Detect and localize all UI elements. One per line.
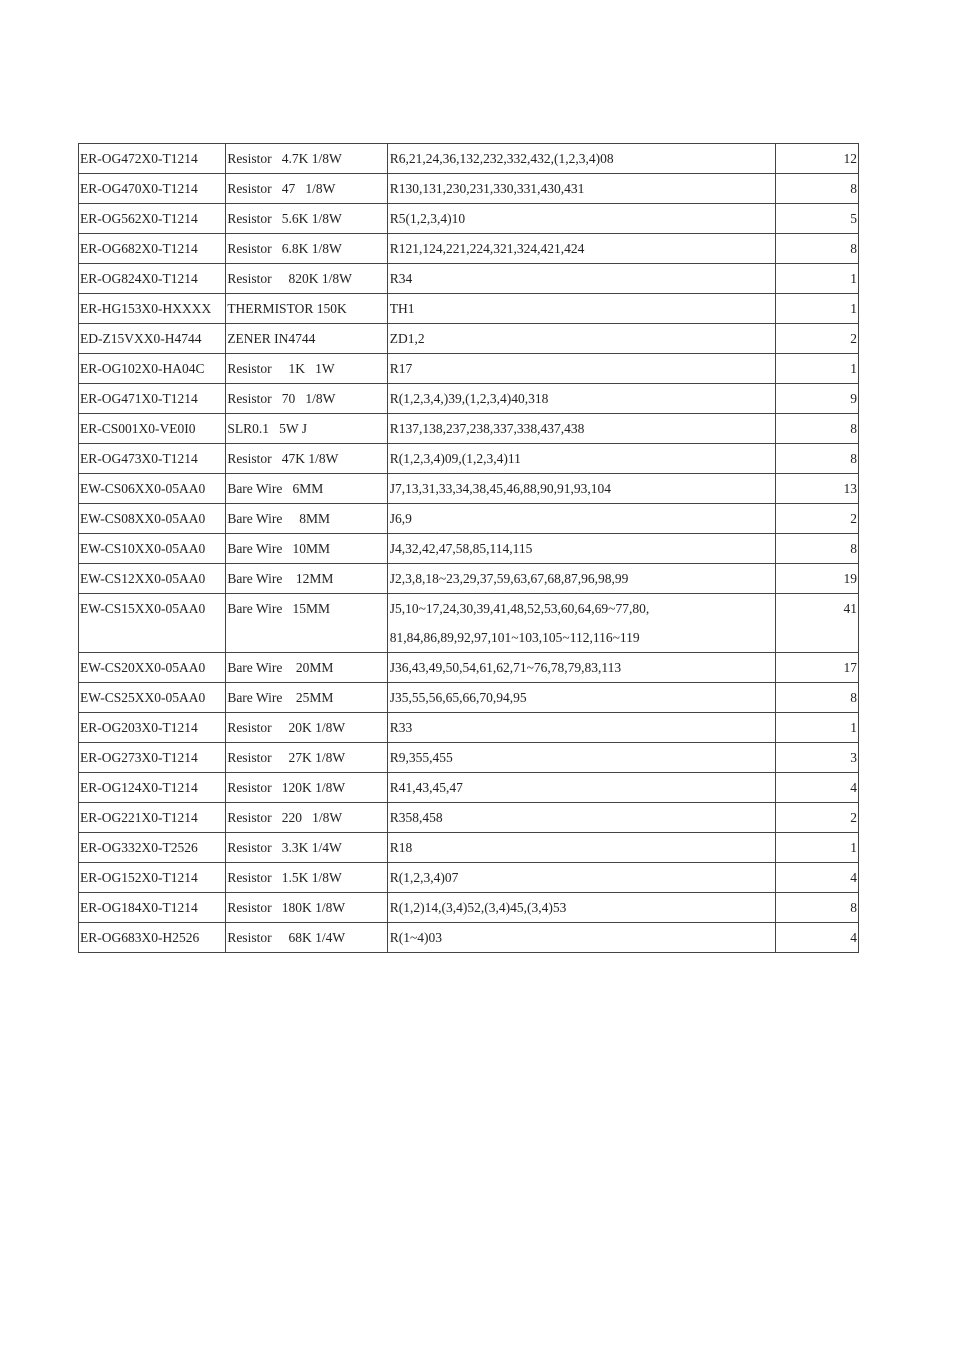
quantity-cell: 1	[776, 713, 859, 743]
quantity-cell: 8	[776, 893, 859, 923]
quantity-cell: 2	[776, 803, 859, 833]
description-cell: THERMISTOR 150K	[226, 294, 387, 324]
part-number-cell: ER-OG273X0-T1214	[79, 743, 226, 773]
quantity-cell: 13	[776, 474, 859, 504]
reference-cell: R17	[387, 354, 775, 384]
table-row	[79, 414, 859, 444]
part-number-cell: ER-OG472X0-T1214	[79, 144, 226, 174]
quantity-cell: 8	[776, 234, 859, 264]
table-row	[79, 743, 859, 773]
part-number-cell: EW-CS06XX0-05AA0	[79, 474, 226, 504]
table-row	[79, 773, 859, 803]
description-cell: Resistor 3.3K 1/4W	[226, 833, 387, 863]
bom-table	[78, 143, 859, 953]
description-cell: Resistor 1K 1W	[226, 354, 387, 384]
table-row	[79, 234, 859, 264]
part-number-cell: EW-CS12XX0-05AA0	[79, 564, 226, 594]
description-cell: Bare Wire 20MM	[226, 653, 387, 683]
table-row	[79, 264, 859, 294]
part-number-cell: ER-OG221X0-T1214	[79, 803, 226, 833]
part-number-cell: ER-OG203X0-T1214	[79, 713, 226, 743]
description-cell: Bare Wire 25MM	[226, 683, 387, 713]
table-row	[79, 384, 859, 414]
reference-cell: R(1,2)14,(3,4)52,(3,4)45,(3,4)53	[387, 893, 775, 923]
quantity-cell: 5	[776, 204, 859, 234]
table-row	[79, 144, 859, 174]
description-cell: Resistor 220 1/8W	[226, 803, 387, 833]
table-row	[79, 863, 859, 893]
reference-cell: R358,458	[387, 803, 775, 833]
part-number-cell: ER-OG124X0-T1214	[79, 773, 226, 803]
description-cell: SLR0.1 5W J	[226, 414, 387, 444]
description-cell: Resistor 6.8K 1/8W	[226, 234, 387, 264]
table-row	[79, 294, 859, 324]
reference-cell: R18	[387, 833, 775, 863]
part-number-cell: ER-OG683X0-H2526	[79, 923, 226, 953]
reference-cell: J5,10~17,24,30,39,41,48,52,53,60,64,69~77,80,	[387, 594, 775, 624]
description-cell: Resistor 180K 1/8W	[226, 893, 387, 923]
table-row	[79, 683, 859, 713]
part-number-cell: ER-OG471X0-T1214	[79, 384, 226, 414]
part-number-cell: EW-CS20XX0-05AA0	[79, 653, 226, 683]
quantity-cell: 2	[776, 324, 859, 354]
quantity-cell: 4	[776, 923, 859, 953]
quantity-cell: 8	[776, 444, 859, 474]
table-row	[79, 923, 859, 953]
quantity-cell: 9	[776, 384, 859, 414]
reference-cell: R(1~4)03	[387, 923, 775, 953]
part-number-cell: ER-CS001X0-VE0I0	[79, 414, 226, 444]
reference-cell: R137,138,237,238,337,338,437,438	[387, 414, 775, 444]
description-cell: Resistor 1.5K 1/8W	[226, 863, 387, 893]
reference-cell: J36,43,49,50,54,61,62,71~76,78,79,83,113	[387, 653, 775, 683]
reference-cell: R34	[387, 264, 775, 294]
quantity-cell: 8	[776, 174, 859, 204]
description-cell: ZENER IN4744	[226, 324, 387, 354]
description-cell: Resistor 4.7K 1/8W	[226, 144, 387, 174]
part-number-cell: EW-CS15XX0-05AA0	[79, 594, 226, 624]
empty-cell	[776, 623, 859, 653]
part-number-cell: ER-HG153X0-HXXXX	[79, 294, 226, 324]
table-row	[79, 833, 859, 863]
description-cell: Resistor 20K 1/8W	[226, 713, 387, 743]
reference-cell: R(1,2,3,4)07	[387, 863, 775, 893]
reference-cell: R121,124,221,224,321,324,421,424	[387, 234, 775, 264]
reference-cell: J2,3,8,18~23,29,37,59,63,67,68,87,96,98,99	[387, 564, 775, 594]
part-number-cell: EW-CS08XX0-05AA0	[79, 504, 226, 534]
reference-cell: J7,13,31,33,34,38,45,46,88,90,91,93,104	[387, 474, 775, 504]
part-number-cell: ER-OG102X0-HA04C	[79, 354, 226, 384]
part-number-cell: ER-OG470X0-T1214	[79, 174, 226, 204]
table-row	[79, 444, 859, 474]
quantity-cell: 4	[776, 863, 859, 893]
reference-cell-continued: 81,84,86,89,92,97,101~103,105~112,116~119	[387, 623, 775, 653]
part-number-cell: ER-OG824X0-T1214	[79, 264, 226, 294]
description-cell: Resistor 70 1/8W	[226, 384, 387, 414]
table-row	[79, 653, 859, 683]
table-row	[79, 534, 859, 564]
reference-cell: TH1	[387, 294, 775, 324]
table-row-continuation	[79, 623, 859, 653]
table-row	[79, 893, 859, 923]
description-cell: Resistor 5.6K 1/8W	[226, 204, 387, 234]
description-cell: Bare Wire 15MM	[226, 594, 387, 624]
quantity-cell: 1	[776, 833, 859, 863]
table-row	[79, 354, 859, 384]
quantity-cell: 8	[776, 534, 859, 564]
reference-cell: R6,21,24,36,132,232,332,432,(1,2,3,4)08	[387, 144, 775, 174]
reference-cell: J6,9	[387, 504, 775, 534]
quantity-cell: 1	[776, 354, 859, 384]
description-cell: Resistor 27K 1/8W	[226, 743, 387, 773]
description-cell: Bare Wire 8MM	[226, 504, 387, 534]
quantity-cell: 19	[776, 564, 859, 594]
part-number-cell: EW-CS10XX0-05AA0	[79, 534, 226, 564]
part-number-cell: ER-OG562X0-T1214	[79, 204, 226, 234]
quantity-cell: 4	[776, 773, 859, 803]
part-number-cell: EW-CS25XX0-05AA0	[79, 683, 226, 713]
reference-cell: R5(1,2,3,4)10	[387, 204, 775, 234]
part-number-cell: ER-OG152X0-T1214	[79, 863, 226, 893]
part-number-cell: ER-OG473X0-T1214	[79, 444, 226, 474]
quantity-cell: 1	[776, 264, 859, 294]
description-cell: Bare Wire 6MM	[226, 474, 387, 504]
description-cell: Resistor 820K 1/8W	[226, 264, 387, 294]
part-number-cell: ER-OG682X0-T1214	[79, 234, 226, 264]
quantity-cell: 8	[776, 683, 859, 713]
description-cell: Resistor 47 1/8W	[226, 174, 387, 204]
reference-cell: R(1,2,3,4)09,(1,2,3,4)11	[387, 444, 775, 474]
table-row	[79, 803, 859, 833]
description-cell: Resistor 120K 1/8W	[226, 773, 387, 803]
empty-cell	[226, 623, 387, 653]
table-row	[79, 174, 859, 204]
part-number-cell: ER-OG184X0-T1214	[79, 893, 226, 923]
quantity-cell: 2	[776, 504, 859, 534]
quantity-cell: 41	[776, 594, 859, 624]
part-number-cell: ER-OG332X0-T2526	[79, 833, 226, 863]
table-row	[79, 594, 859, 624]
quantity-cell: 12	[776, 144, 859, 174]
quantity-cell: 1	[776, 294, 859, 324]
quantity-cell: 17	[776, 653, 859, 683]
empty-cell	[79, 623, 226, 653]
reference-cell: J35,55,56,65,66,70,94,95	[387, 683, 775, 713]
reference-cell: R41,43,45,47	[387, 773, 775, 803]
description-cell: Resistor 68K 1/4W	[226, 923, 387, 953]
reference-cell: R130,131,230,231,330,331,430,431	[387, 174, 775, 204]
description-cell: Resistor 47K 1/8W	[226, 444, 387, 474]
part-number-cell: ED-Z15VXX0-H4744	[79, 324, 226, 354]
quantity-cell: 3	[776, 743, 859, 773]
table-row	[79, 204, 859, 234]
table-row	[79, 474, 859, 504]
quantity-cell: 8	[776, 414, 859, 444]
reference-cell: R9,355,455	[387, 743, 775, 773]
table-row	[79, 324, 859, 354]
bom-table-body	[79, 144, 859, 953]
description-cell: Bare Wire 10MM	[226, 534, 387, 564]
reference-cell: ZD1,2	[387, 324, 775, 354]
reference-cell: J4,32,42,47,58,85,114,115	[387, 534, 775, 564]
description-cell: Bare Wire 12MM	[226, 564, 387, 594]
table-row	[79, 713, 859, 743]
reference-cell: R33	[387, 713, 775, 743]
table-row	[79, 564, 859, 594]
reference-cell: R(1,2,3,4,)39,(1,2,3,4)40,318	[387, 384, 775, 414]
table-row	[79, 504, 859, 534]
